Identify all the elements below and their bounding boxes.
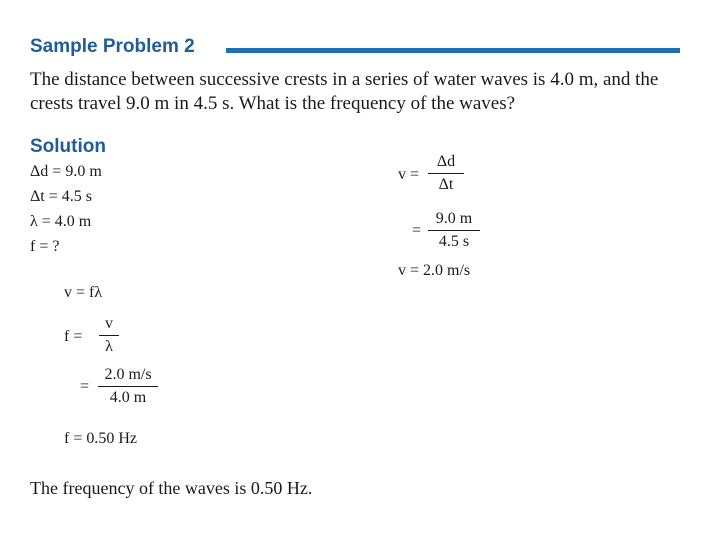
title-rule xyxy=(226,48,680,53)
frequency-result: f = 0.50 Hz xyxy=(64,430,138,447)
fraction-numerator: v xyxy=(105,315,113,332)
fraction-denominator: Δt xyxy=(438,176,454,193)
fraction-numerator: Δd xyxy=(436,153,456,170)
fraction-denominator: 4.0 m xyxy=(109,389,147,406)
conclusion-sentence: The frequency of the waves is 0.50 Hz. xyxy=(30,478,313,498)
problem-title: Sample Problem 2 xyxy=(30,36,195,57)
fraction-bar xyxy=(99,335,119,336)
equals-sign: = xyxy=(80,378,90,395)
velocity-result: v = 2.0 m/s xyxy=(398,262,471,279)
problem-text-line-1: The distance between successive crests in a series of water waves is 4.0 m, and the xyxy=(30,69,659,90)
fraction-bar xyxy=(428,173,464,174)
equals-sign: = xyxy=(412,222,422,239)
given-wavelength: λ = 4.0 m xyxy=(30,213,92,230)
given-delta-t: Δt = 4.5 s xyxy=(30,188,92,205)
fraction-bar xyxy=(428,230,480,231)
given-delta-d: Δd = 9.0 m xyxy=(30,163,102,180)
fraction-bar xyxy=(98,386,158,387)
velocity-substitution-fraction xyxy=(428,209,480,252)
v-equals-label: v = xyxy=(398,166,420,183)
fraction-numerator: 2.0 m/s xyxy=(104,366,152,383)
v-over-lambda-fraction xyxy=(99,314,119,357)
solution-heading: Solution xyxy=(30,136,106,157)
fraction-numerator: 9.0 m xyxy=(435,210,473,227)
problem-text-line-2: crests travel 9.0 m in 4.5 s. What is the frequency of the waves? xyxy=(30,93,516,114)
delta-d-over-delta-t-fraction xyxy=(428,152,464,195)
problem-statement xyxy=(30,68,700,116)
given-frequency-unknown: f = ? xyxy=(30,238,60,255)
wave-equation: v = fλ xyxy=(64,284,103,301)
f-equals-label: f = xyxy=(64,328,83,345)
fraction-denominator: λ xyxy=(105,338,113,355)
fraction-denominator: 4.5 s xyxy=(438,233,470,250)
substitution-fraction xyxy=(98,365,158,408)
